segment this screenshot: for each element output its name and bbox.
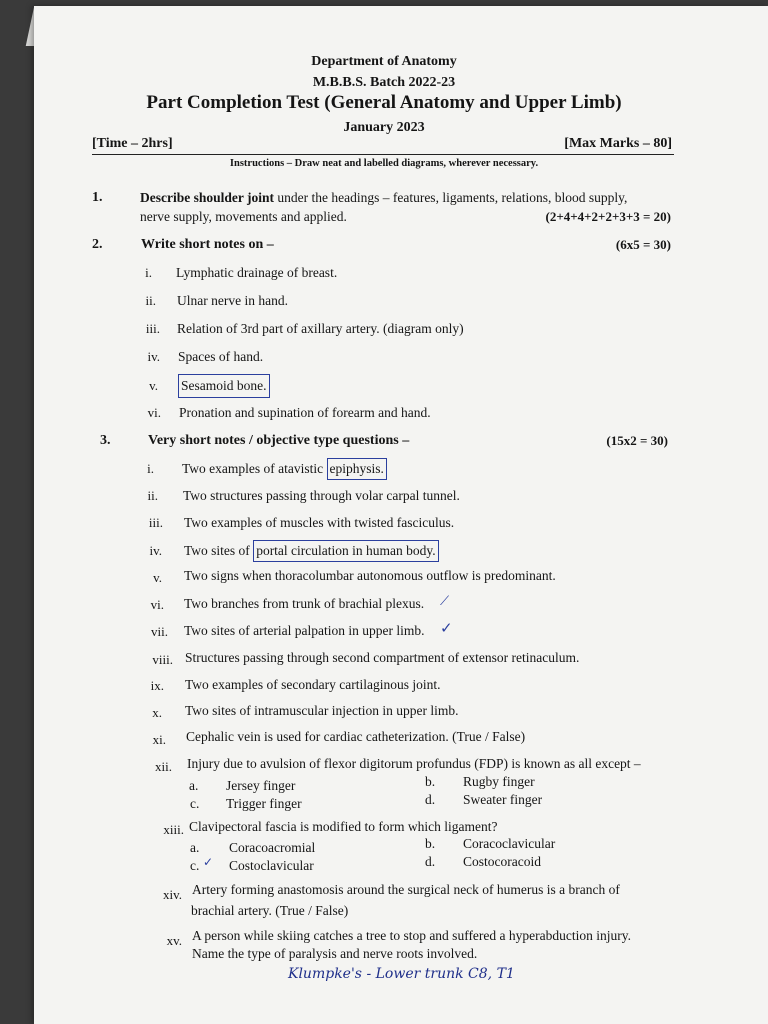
q2-item-num: i.	[145, 265, 152, 280]
q2-item-num: iv.	[147, 349, 160, 364]
ink-box: portal circulation in human body.	[253, 540, 438, 562]
option-letter: c.	[190, 858, 200, 873]
time-limit: [Time – 2hrs]	[92, 136, 173, 151]
q3-item-num: xiv.	[162, 887, 182, 902]
option-text: Costoclavicular	[229, 858, 314, 873]
q3-item-num: xii.	[155, 759, 172, 774]
q2-item-text: Ulnar nerve in hand.	[177, 293, 288, 308]
q1-bold: Describe shoulder joint	[140, 190, 274, 205]
option-letter: a.	[190, 840, 200, 855]
option-text: Costocoracoid	[463, 854, 541, 869]
option-letter: d.	[425, 792, 436, 807]
q3-item-num: iv.	[149, 543, 162, 558]
q1-line1	[140, 190, 627, 206]
q3-item-num: vii.	[151, 624, 168, 639]
q3-item-text: Clavipectoral fascia is modified to form which ligament?	[189, 819, 498, 834]
check-mark-icon: ✓	[440, 619, 453, 637]
q2-item-text: Lymphatic drainage of breast.	[176, 265, 338, 280]
q3-item-pre: Two examples of atavistic	[182, 461, 327, 476]
q3-item-text: Two examples of muscles with twisted fasciculus.	[184, 515, 455, 530]
check-mark-icon: ✓	[203, 855, 214, 869]
exam-month: January 2023	[343, 120, 425, 135]
q3-item-text: Two sites of arterial palpation in upper limb.	[184, 623, 425, 638]
instructions: Instructions – Draw neat and labelled diagrams, wherever necessary.	[229, 158, 539, 169]
q2-marks: (6x5 = 30)	[615, 237, 671, 252]
q3-item-num: xi.	[152, 732, 166, 747]
q2-item-num: v.	[149, 378, 158, 393]
option-text: Sweater finger	[463, 792, 543, 807]
handwritten-answer: Klumpke's - Lower trunk C8, T1	[288, 966, 515, 982]
option-letter: b.	[425, 774, 436, 789]
q2-item-text-boxed	[178, 374, 270, 398]
q3-marks: (15x2 = 30)	[606, 433, 668, 448]
q3-item-num: xiii.	[163, 822, 184, 837]
q2-item-text: Relation of 3rd part of axillary artery. (diagram only)	[177, 321, 464, 336]
q3-item-text	[182, 458, 387, 480]
q3-item-text: Two examples of secondary cartilaginous joint.	[185, 677, 441, 692]
ink-box: Sesamoid bone.	[178, 374, 270, 398]
q3-item-text	[184, 540, 439, 562]
q3-item-num: iii.	[148, 515, 163, 530]
q3-heading: Very short notes / objective type questions –	[148, 433, 410, 448]
q3-item-num: vi.	[150, 597, 164, 612]
option-letter: c.	[190, 796, 200, 811]
header-divider	[92, 154, 674, 155]
batch-label: M.B.B.S. Batch 2022-23	[312, 75, 456, 90]
max-marks: [Max Marks – 80]	[564, 136, 672, 151]
q2-number: 2.	[92, 237, 103, 252]
q2-item-text: Pronation and supination of forearm and hand.	[179, 405, 431, 420]
ink-box: epiphysis.	[327, 458, 387, 480]
q3-item-text: Injury due to avulsion of flexor digitorum profundus (FDP) is known as all except –	[187, 756, 641, 771]
option-text: Jersey finger	[226, 778, 296, 793]
q1-marks: (2+4+4+2+2+3+3 = 20)	[545, 209, 671, 224]
q3-item-num: ii.	[147, 488, 158, 503]
option-letter: b.	[425, 836, 436, 851]
q1-number: 1.	[92, 190, 103, 205]
option-text: Coracoacromial	[229, 840, 316, 855]
q3-item-num: i.	[147, 461, 154, 476]
q2-item-num: ii.	[145, 293, 156, 308]
option-letter: d.	[425, 854, 436, 869]
q3-item-text: Two structures passing through volar carpal tunnel.	[183, 488, 460, 503]
option-text: Coracoclavicular	[463, 836, 556, 851]
q3-item-num: x.	[152, 705, 162, 720]
q3-item-text: Artery forming anastomosis around the surgical neck of humerus is a branch of	[192, 882, 620, 897]
check-mark-icon: ⟋	[440, 594, 450, 609]
q3-item-num: v.	[153, 570, 162, 585]
q2-item-num: iii.	[145, 321, 160, 336]
q2-item-num: vi.	[147, 405, 161, 420]
q3-item-text: Cephalic vein is used for cardiac catheterization. (True / False)	[186, 729, 526, 744]
q2-heading: Write short notes on –	[141, 237, 274, 252]
department-name: Department of Anatomy	[311, 54, 457, 69]
q2-item-text: Spaces of hand.	[178, 349, 264, 364]
option-text: Trigger finger	[226, 796, 302, 811]
q3-item-text: Two signs when thoracolumbar autonomous outflow is predominant.	[184, 568, 556, 583]
q3-item-text: Two branches from trunk of brachial plexus.	[184, 596, 425, 611]
page-title: Part Completion Test (General Anatomy and Upper Limb)	[146, 92, 622, 113]
q1-line2: nerve supply, movements and applied.	[140, 209, 347, 224]
q3-item-text-cont: Name the type of paralysis and nerve roots involved.	[192, 946, 478, 961]
q3-item-pre: Two sites of	[184, 543, 254, 558]
q3-item-text: Structures passing through second compartment of extensor retinaculum.	[185, 650, 580, 665]
option-text: Rugby finger	[463, 774, 535, 789]
option-letter: a.	[189, 778, 199, 793]
q1-rest: under the headings – features, ligaments, relations, blood supply,	[274, 190, 628, 205]
q3-item-num: viii.	[152, 652, 173, 667]
q3-number: 3.	[100, 433, 111, 448]
q3-item-text: Two sites of intramuscular injection in upper limb.	[185, 703, 459, 718]
q3-item-num: ix.	[150, 678, 164, 693]
q3-item-text: A person while skiing catches a tree to stop and suffered a hyperabduction injury.	[192, 928, 632, 943]
q3-item-num: xv.	[166, 933, 182, 948]
q3-item-text-cont: brachial artery. (True / False)	[191, 903, 349, 918]
